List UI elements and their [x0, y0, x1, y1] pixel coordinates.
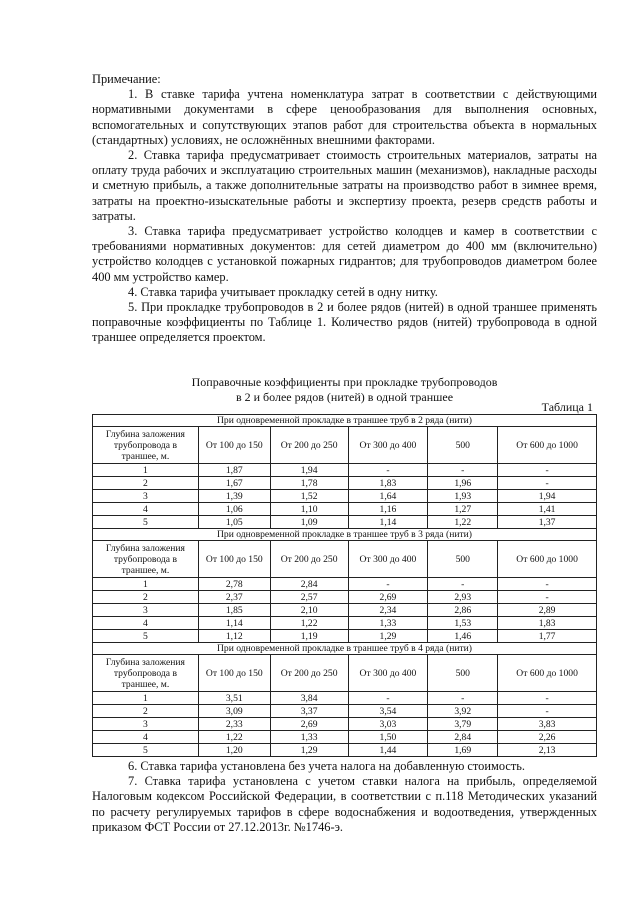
coefficient-cell: 1,77: [498, 630, 597, 643]
coefficient-cell: 2,13: [498, 744, 597, 757]
coefficients-table-body: [93, 415, 597, 757]
coefficient-cell: 1,69: [428, 744, 498, 757]
note-item-2: 2. Ставка тарифа предусматривает стоимость строительных материалов, затраты на оплату труда рабочих и эксплуатацию строительных машин (механизмов), накладные расходы и сметную прибыль, а также дополнительные затраты на производство работ в зимнее время, затраты на проектно-изыскательные работы и экспертизу проекта, резерв средств работы и затраты.: [92, 148, 597, 223]
coefficient-cell: 3,09: [198, 705, 270, 718]
coefficient-cell: 1,37: [498, 516, 597, 529]
column-header: 500: [428, 427, 498, 464]
notes-section: [92, 72, 597, 346]
coefficient-cell: 2,34: [348, 604, 428, 617]
depth-cell: 2: [93, 705, 199, 718]
section-title: При одновременной прокладке в траншее труб в 3 ряда (нити): [93, 529, 597, 541]
depth-cell: 2: [93, 477, 199, 490]
coefficient-cell: 1,53: [428, 617, 498, 630]
coefficient-cell: 1,27: [428, 503, 498, 516]
column-header: От 600 до 1000: [498, 427, 597, 464]
column-header: От 600 до 1000: [498, 655, 597, 692]
column-header: От 200 до 250: [270, 541, 348, 578]
table-row: [93, 692, 597, 705]
coefficient-cell: -: [348, 464, 428, 477]
column-header: От 100 до 150: [198, 655, 270, 692]
coefficient-cell: 1,05: [198, 516, 270, 529]
depth-cell: 5: [93, 630, 199, 643]
coefficient-cell: 1,94: [498, 490, 597, 503]
coefficient-cell: -: [498, 692, 597, 705]
coefficient-cell: 3,54: [348, 705, 428, 718]
coefficient-cell: 1,50: [348, 731, 428, 744]
column-header: От 300 до 400: [348, 541, 428, 578]
coefficient-cell: 1,44: [348, 744, 428, 757]
table-number: Таблица 1: [541, 400, 593, 414]
section-title-row: [93, 529, 597, 541]
note-item-5: 5. При прокладке трубопроводов в 2 и более рядов (нитей) в одной траншее применять поправочные коэффициенты по Таблице 1. Количество рядов (нитей) трубопровода в одной траншее определяется проектом.: [92, 300, 597, 345]
notes-heading: Примечание:: [92, 72, 161, 86]
coefficient-cell: 1,41: [498, 503, 597, 516]
coefficient-cell: 2,26: [498, 731, 597, 744]
coefficient-cell: 1,33: [348, 617, 428, 630]
table-row: [93, 617, 597, 630]
section-title-row: [93, 415, 597, 427]
coefficient-cell: 2,78: [198, 578, 270, 591]
depth-cell: 2: [93, 591, 199, 604]
depth-header: Глубина заложения трубопровода в траншее, м.: [93, 427, 199, 464]
coefficient-cell: -: [498, 591, 597, 604]
column-header: От 100 до 150: [198, 427, 270, 464]
coefficient-cell: 1,22: [270, 617, 348, 630]
coefficient-cell: 2,93: [428, 591, 498, 604]
table-row: [93, 744, 597, 757]
coefficient-cell: -: [428, 464, 498, 477]
coefficient-cell: 1,09: [270, 516, 348, 529]
depth-cell: 3: [93, 718, 199, 731]
table-caption-line-1: Поправочные коэффициенты при прокладке трубопроводов: [191, 375, 498, 389]
depth-cell: 1: [93, 464, 199, 477]
table-row: [93, 503, 597, 516]
coefficient-cell: 2,84: [428, 731, 498, 744]
depth-cell: 4: [93, 731, 199, 744]
coefficient-cell: 2,69: [270, 718, 348, 731]
coefficient-cell: 3,84: [270, 692, 348, 705]
depth-header: Глубина заложения трубопровода в траншее, м.: [93, 541, 199, 578]
table-row: [93, 604, 597, 617]
header-row: [93, 655, 597, 692]
depth-header: Глубина заложения трубопровода в траншее, м.: [93, 655, 199, 692]
coefficient-cell: 2,33: [198, 718, 270, 731]
coefficient-cell: 1,10: [270, 503, 348, 516]
coefficient-cell: 1,29: [270, 744, 348, 757]
coefficient-cell: 1,52: [270, 490, 348, 503]
table-caption-line-2: в 2 и более рядов (нитей) в одной траншее: [235, 390, 454, 404]
depth-cell: 1: [93, 692, 199, 705]
coefficients-table: [92, 414, 597, 757]
column-header: От 600 до 1000: [498, 541, 597, 578]
footer-notes: [92, 759, 597, 835]
coefficient-cell: -: [348, 692, 428, 705]
depth-cell: 4: [93, 617, 199, 630]
table-caption: [92, 375, 597, 405]
coefficient-cell: 1,39: [198, 490, 270, 503]
coefficient-cell: 1,67: [198, 477, 270, 490]
column-header: От 100 до 150: [198, 541, 270, 578]
coefficient-cell: 3,92: [428, 705, 498, 718]
coefficient-cell: 1,16: [348, 503, 428, 516]
table-row: [93, 464, 597, 477]
coefficient-cell: 1,93: [428, 490, 498, 503]
depth-cell: 4: [93, 503, 199, 516]
coefficient-cell: 1,78: [270, 477, 348, 490]
coefficient-cell: 1,83: [348, 477, 428, 490]
coefficient-cell: 1,87: [198, 464, 270, 477]
column-header: От 200 до 250: [270, 655, 348, 692]
coefficient-cell: 3,51: [198, 692, 270, 705]
note-item-1: 1. В ставке тарифа учтена номенклатура затрат в соответствии с действующими нормативными документами в сфере ценообразования для выполнения основных, вспомогательных и сопутствующих этапов работ для строительства объекта в нормальных (стандартных) условиях, не осложнённых внешними факторами.: [92, 87, 597, 147]
coefficient-cell: 2,10: [270, 604, 348, 617]
coefficient-cell: 2,89: [498, 604, 597, 617]
coefficient-cell: 1,19: [270, 630, 348, 643]
table-row: [93, 731, 597, 744]
column-header: От 200 до 250: [270, 427, 348, 464]
coefficient-cell: 1,94: [270, 464, 348, 477]
table-row: [93, 477, 597, 490]
coefficient-cell: 1,20: [198, 744, 270, 757]
coefficient-cell: -: [348, 578, 428, 591]
column-header: От 300 до 400: [348, 655, 428, 692]
coefficient-cell: 2,37: [198, 591, 270, 604]
coefficient-cell: 1,06: [198, 503, 270, 516]
note-item-4: 4. Ставка тарифа учитывает прокладку сетей в одну нитку.: [128, 284, 438, 299]
coefficient-cell: -: [498, 705, 597, 718]
coefficient-cell: 1,83: [498, 617, 597, 630]
coefficient-cell: 2,84: [270, 578, 348, 591]
column-header: 500: [428, 655, 498, 692]
coefficient-cell: 1,29: [348, 630, 428, 643]
coefficient-cell: 1,85: [198, 604, 270, 617]
coefficient-cell: 1,12: [198, 630, 270, 643]
depth-cell: 5: [93, 516, 199, 529]
coefficient-cell: 1,96: [428, 477, 498, 490]
table-row: [93, 490, 597, 503]
coefficient-cell: 1,14: [348, 516, 428, 529]
coefficient-cell: 3,37: [270, 705, 348, 718]
coefficient-cell: 2,69: [348, 591, 428, 604]
table-row: [93, 591, 597, 604]
depth-cell: 5: [93, 744, 199, 757]
table-row: [93, 516, 597, 529]
coefficient-cell: 1,33: [270, 731, 348, 744]
note-item-7: 7. Ставка тарифа установлена с учетом ставки налога на прибыль, определяемой Налоговым кодексом Российской Федерации, в соответствии с п.118 Методических указаний по расчету регулируемых тарифов в сфере водоснабжения и водоотведения, утвержденных приказом ФСТ России от 27.12.2013г. №1746-э.: [92, 774, 597, 834]
coefficient-cell: 2,86: [428, 604, 498, 617]
column-header: 500: [428, 541, 498, 578]
header-row: [93, 541, 597, 578]
depth-cell: 3: [93, 604, 199, 617]
table-row: [93, 630, 597, 643]
section-title: При одновременной прокладке в траншее труб в 2 ряда (нити): [93, 415, 597, 427]
coefficient-cell: 3,03: [348, 718, 428, 731]
coefficient-cell: -: [428, 692, 498, 705]
coefficient-cell: -: [498, 464, 597, 477]
column-header: От 300 до 400: [348, 427, 428, 464]
coefficient-cell: 1,14: [198, 617, 270, 630]
coefficient-cell: 1,64: [348, 490, 428, 503]
table-row: [93, 705, 597, 718]
coefficient-cell: 3,79: [428, 718, 498, 731]
coefficient-cell: -: [498, 477, 597, 490]
coefficient-cell: 1,46: [428, 630, 498, 643]
coefficient-cell: 3,83: [498, 718, 597, 731]
note-item-6: 6. Ставка тарифа установлена без учета налога на добавленную стоимость.: [128, 759, 526, 773]
header-row: [93, 427, 597, 464]
section-title: При одновременной прокладке в траншее труб в 4 ряда (нити): [93, 643, 597, 655]
depth-cell: 3: [93, 490, 199, 503]
coefficient-cell: 1,22: [198, 731, 270, 744]
table-row: [93, 718, 597, 731]
coefficient-cell: -: [428, 578, 498, 591]
table-row: [93, 578, 597, 591]
section-title-row: [93, 643, 597, 655]
coefficient-cell: -: [498, 578, 597, 591]
depth-cell: 1: [93, 578, 199, 591]
coefficient-cell: 2,57: [270, 591, 348, 604]
coefficient-cell: 1,22: [428, 516, 498, 529]
note-item-3: 3. Ставка тарифа предусматривает устройство колодцев и камер в соответствии с требованиями нормативных документов: для сетей диаметром до 400 мм (включительно) устройство колодцев с установкой пожарных гидрантов; для трубопроводов диаметром более 400 мм устройство камер.: [92, 224, 597, 284]
